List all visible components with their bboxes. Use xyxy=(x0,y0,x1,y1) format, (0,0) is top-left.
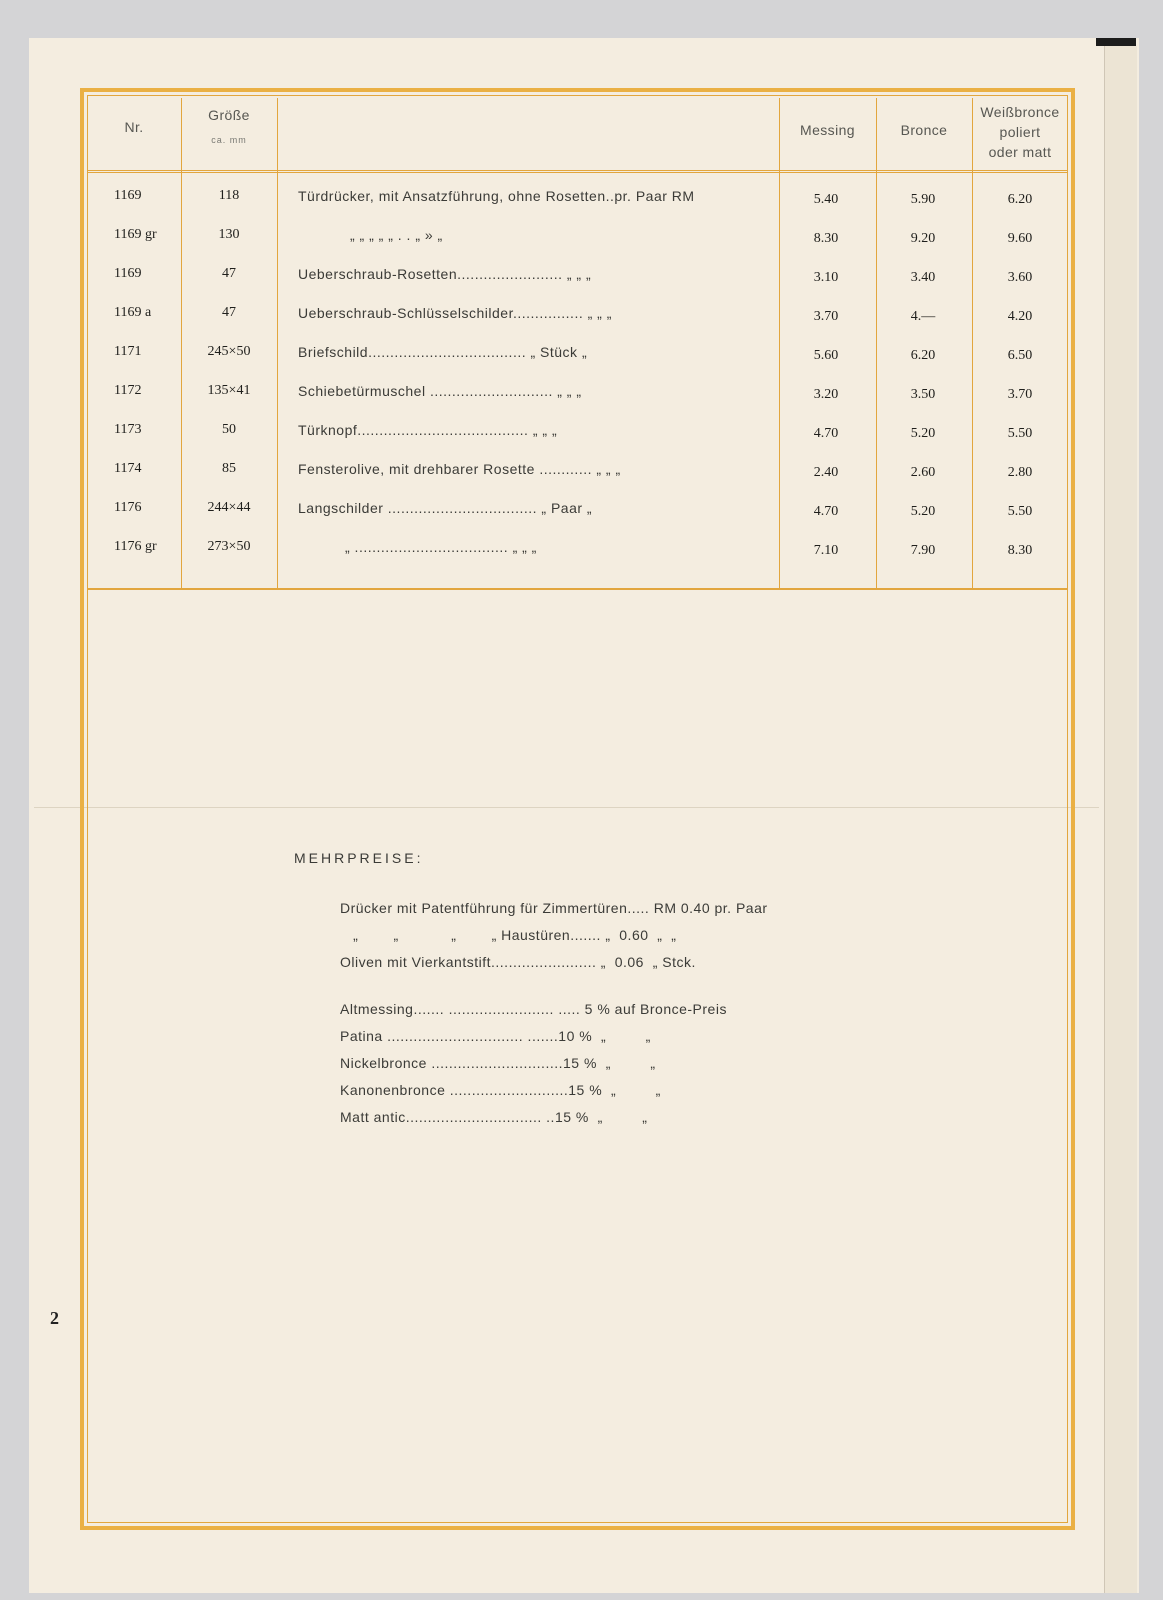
cell-size: 85 xyxy=(222,461,236,476)
surcharge-line: Nickelbronce ..............................15 % „ „ xyxy=(340,1055,656,1071)
cell-messing: 8.30 xyxy=(813,231,839,246)
header-nr: Nr. xyxy=(124,119,144,135)
cell-messing: 3.70 xyxy=(813,309,839,324)
cell-description: Ueberschraub-Schlüsselschilder................ „ „ „ xyxy=(298,305,612,321)
cell-bronce: 5.20 xyxy=(910,504,936,519)
cell-weissbronce: 3.70 xyxy=(1007,387,1033,402)
cell-size: 130 xyxy=(218,227,240,242)
cell-nr: 1174 xyxy=(114,461,142,476)
cell-messing: 4.70 xyxy=(813,504,839,519)
cell-bronce: 9.20 xyxy=(910,231,936,246)
cell-messing: 4.70 xyxy=(813,426,839,441)
cell-nr: 1173 xyxy=(114,422,142,437)
cell-description: Türdrücker, mit Ansatzführung, ohne Rosetten..pr. Paar RM xyxy=(298,188,695,204)
cell-description: Ueberschraub-Rosetten........................ „ „ „ xyxy=(298,266,592,282)
cell-messing: 7.10 xyxy=(813,543,839,558)
cell-size: 245×50 xyxy=(207,344,251,359)
surcharge-line: Altmessing....... ........................ ..... 5 % auf Bronce-Preis xyxy=(340,1001,727,1017)
cell-weissbronce: 5.50 xyxy=(1007,426,1033,441)
cell-weissbronce: 6.50 xyxy=(1007,348,1033,363)
header-weiss-1: Weißbronce xyxy=(980,104,1060,120)
table-row xyxy=(0,381,1163,419)
cell-size: 47 xyxy=(222,266,236,281)
cell-description: Türknopf....................................... „ „ „ xyxy=(298,422,558,438)
cell-messing: 5.60 xyxy=(813,348,839,363)
cell-description: Fensterolive, mit drehbarer Rosette ............ „ „ „ xyxy=(298,461,621,477)
cell-nr: 1169 xyxy=(114,188,142,203)
cell-nr: 1172 xyxy=(114,383,142,398)
table-row xyxy=(0,264,1163,302)
cell-bronce: 5.90 xyxy=(910,192,936,207)
cell-weissbronce: 4.20 xyxy=(1007,309,1033,324)
surcharge-line: „ „ „ „ Haustüren....... „ 0.60 „ „ xyxy=(340,927,677,943)
cell-weissbronce: 2.80 xyxy=(1007,465,1033,480)
cell-weissbronce: 3.60 xyxy=(1007,270,1033,285)
cell-nr: 1169 xyxy=(114,266,142,281)
cell-messing: 2.40 xyxy=(813,465,839,480)
cell-bronce: 7.90 xyxy=(910,543,936,558)
cell-size: 135×41 xyxy=(207,383,251,398)
cell-size: 50 xyxy=(222,422,236,437)
header-messing: Messing xyxy=(800,122,855,138)
cell-description: „ ................................... „ „ „ xyxy=(345,539,537,555)
table-row xyxy=(0,225,1163,263)
table-row xyxy=(0,342,1163,380)
cell-nr: 1169 a xyxy=(114,305,152,320)
cell-bronce: 4.— xyxy=(910,309,936,324)
table-row xyxy=(0,459,1163,497)
cell-weissbronce: 9.60 xyxy=(1007,231,1033,246)
table-row xyxy=(0,186,1163,224)
cell-description: Briefschild.................................... „ Stück „ xyxy=(298,344,588,360)
cell-description: „ „ „ „ „ . . „ » „ xyxy=(350,227,443,243)
table-header-rule-2 xyxy=(87,172,1068,173)
cell-bronce: 6.20 xyxy=(910,348,936,363)
surcharge-line: Matt antic............................... ..15 % „ „ xyxy=(340,1109,648,1125)
table-row xyxy=(0,420,1163,458)
cell-size: 47 xyxy=(222,305,236,320)
surcharge-line: Drücker mit Patentführung für Zimmertüren..... RM 0.40 pr. Paar xyxy=(340,900,768,916)
cell-size: 244×44 xyxy=(207,500,251,515)
cell-messing: 5.40 xyxy=(813,192,839,207)
cell-nr: 1169 gr xyxy=(114,227,157,242)
page-number: 2 xyxy=(50,1308,59,1328)
header-weiss-3: oder matt xyxy=(988,144,1052,160)
cell-description: Schiebetürmuschel ............................ „ „ „ xyxy=(298,383,582,399)
cell-weissbronce: 6.20 xyxy=(1007,192,1033,207)
surcharge-line: Oliven mit Vierkantstift........................ „ 0.06 „ Stck. xyxy=(340,954,696,970)
table-bottom-rule xyxy=(87,588,1068,590)
cell-bronce: 5.20 xyxy=(910,426,936,441)
cell-weissbronce: 5.50 xyxy=(1007,504,1033,519)
table-header-rule xyxy=(87,170,1068,171)
cell-size: 118 xyxy=(218,188,240,203)
surcharge-line: Kanonenbronce ...........................15 % „ „ xyxy=(340,1082,661,1098)
cell-bronce: 3.50 xyxy=(910,387,936,402)
table-row xyxy=(0,303,1163,341)
table-row xyxy=(0,498,1163,536)
header-bronce: Bronce xyxy=(900,122,948,138)
cell-size: 273×50 xyxy=(207,539,251,554)
surcharges-title: MEHRPREISE: xyxy=(294,850,424,866)
header-size-unit: ca. mm xyxy=(211,135,247,145)
table-row xyxy=(0,537,1163,575)
header-size: Größe xyxy=(208,107,250,123)
surcharge-line: Patina ............................... .......10 % „ „ xyxy=(340,1028,651,1044)
binding-strip xyxy=(1096,38,1136,46)
cell-messing: 3.10 xyxy=(813,270,839,285)
cell-nr: 1176 xyxy=(114,500,142,515)
cell-bronce: 2.60 xyxy=(910,465,936,480)
cell-weissbronce: 8.30 xyxy=(1007,543,1033,558)
cell-messing: 3.20 xyxy=(813,387,839,402)
cell-description: Langschilder .................................. „ Paar „ xyxy=(298,500,593,516)
cell-bronce: 3.40 xyxy=(910,270,936,285)
cell-nr: 1176 gr xyxy=(114,539,157,554)
header-weiss-2: poliert xyxy=(999,124,1041,140)
cell-nr: 1171 xyxy=(114,344,142,359)
